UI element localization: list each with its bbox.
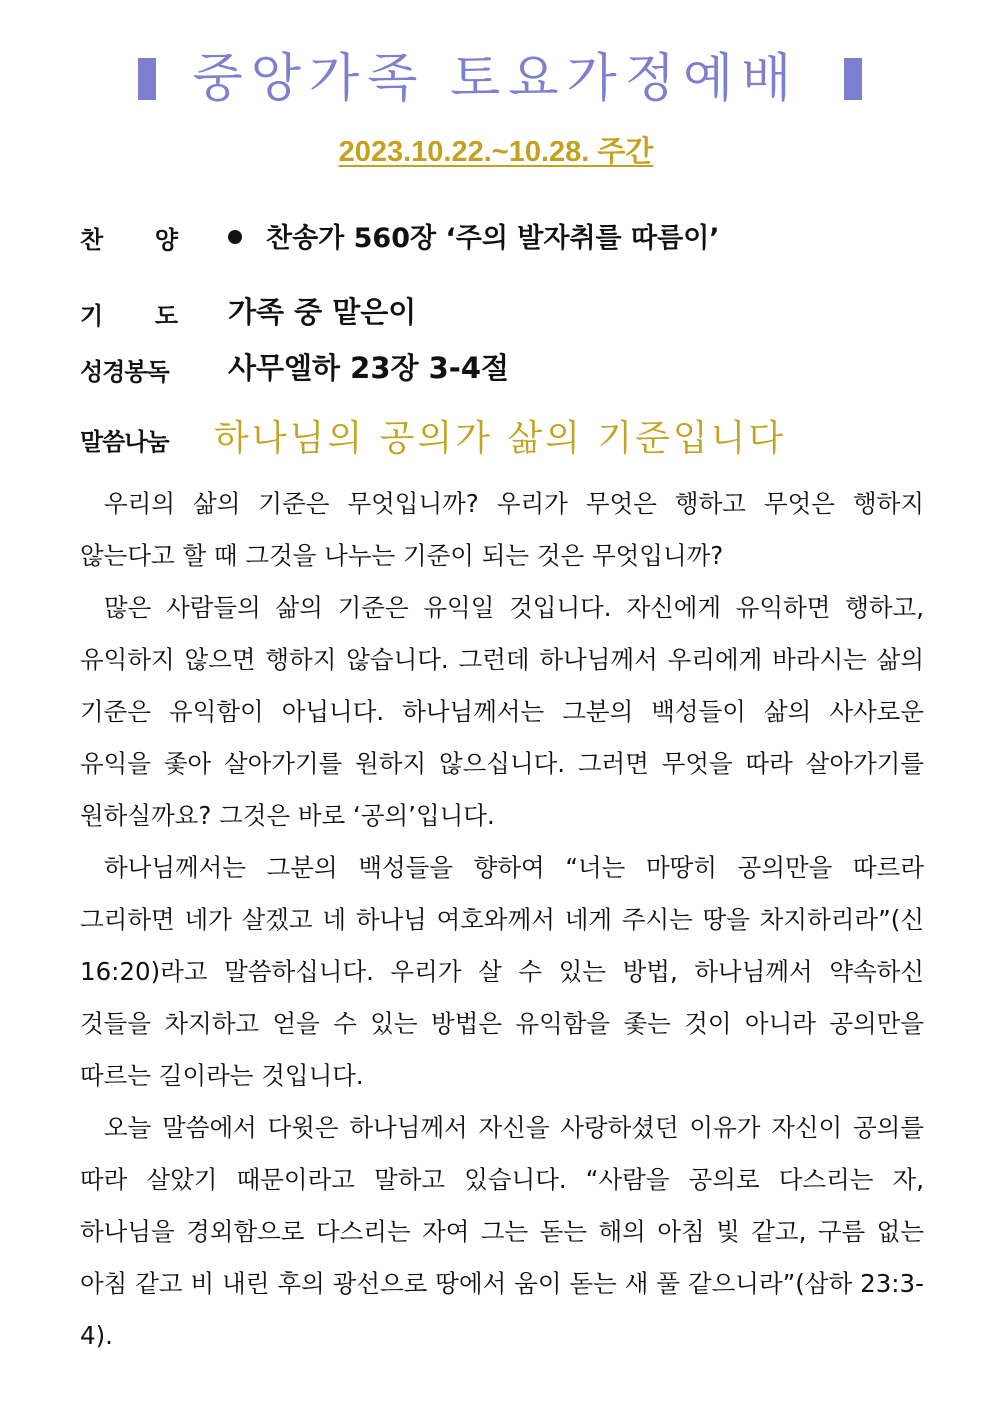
- hymn-value: [228, 216, 720, 255]
- bullet-icon: [228, 230, 242, 244]
- hymn-label-a: 찬: [80, 226, 104, 254]
- prayer-label-b: 도: [154, 302, 178, 330]
- order-reading-row: [80, 346, 940, 390]
- body-paragraph: 오늘 말씀에서 다윗은 하나님께서 자신을 사랑하셨던 이유가 자신이 공의를 따라 살았기 때문이라고 말하고 있습니다. “사람을 공의로 다스리는 자, 하나님을 경외함으로 다스리는 자여 그는 돋는 해의 아침 빛 같고, 구름 없는 아침 같고 비 내린 후의 광선으로 땅에서 움이 돋는 새 풀 같으니라”(삼하 23:3-4).: [80, 1113, 924, 1350]
- hymn-label-b: 양: [154, 226, 178, 254]
- title-row: [0, 44, 992, 114]
- order-prayer-row: [80, 290, 940, 334]
- week-date-text: 2023.10.22.~10.28. 주간: [338, 136, 654, 168]
- hymn-label: [80, 220, 178, 255]
- body-paragraph: 많은 사람들의 삶의 기준은 유익일 것입니다. 자신에게 유익하면 행하고, 유익하지 않으면 행하지 않습니다. 그런데 하나님께서 우리에게 바라시는 삶의 기준은 유익함이 아닙니다. 하나님께서는 그분의 백성들이 삶의 사사로운 유익을 좇아 살아가기를 원하지 않으십니다. 그러면 무엇을 따라 살아가기를 원하실까요? 그것은 바로 ‘공의’입니다.: [80, 593, 924, 830]
- prayer-label-a: 기: [80, 302, 104, 330]
- order-sermon-row: [80, 410, 940, 460]
- body-paragraph: 우리의 삶의 기준은 무엇입니까? 우리가 무엇은 행하고 무엇은 행하지 않는다고 할 때 그것을 나누는 기준이 되는 것은 무엇입니까?: [80, 489, 924, 570]
- page-title: 중앙가족 토요가정예배: [192, 49, 800, 109]
- sermon-title: 하나님의 공의가 삶의 기준입니다: [214, 418, 787, 459]
- week-date: [0, 130, 992, 174]
- hymn-text: 찬송가 560장 ‘주의 발자취를 따름이’: [266, 223, 720, 254]
- sermon-body: [80, 478, 924, 1362]
- sermon-label: 말씀나눔: [80, 428, 169, 456]
- prayer-value: 가족 중 맡은이: [228, 295, 417, 329]
- reading-label: 성경봉독: [80, 358, 169, 386]
- prayer-label: [80, 296, 178, 331]
- title-bar-right: [844, 58, 862, 100]
- reading-value: 사무엘하 23장 3-4절: [228, 351, 510, 385]
- order-hymn-row: [80, 214, 940, 258]
- body-paragraph: 하나님께서는 그분의 백성들을 향하여 “너는 마땅히 공의만을 따르라 그리하면 네가 살겠고 네 하나님 여호와께서 네게 주시는 땅을 차지하리라”(신 16:20)라고 말씀하십니다. 우리가 살 수 있는 방법, 하나님께서 약속하신 것들을 차지하고 얻을 수 있는 방법은 유익함을 좇는 것이 아니라 공의만을 따르는 길이라는 것입니다.: [80, 853, 924, 1090]
